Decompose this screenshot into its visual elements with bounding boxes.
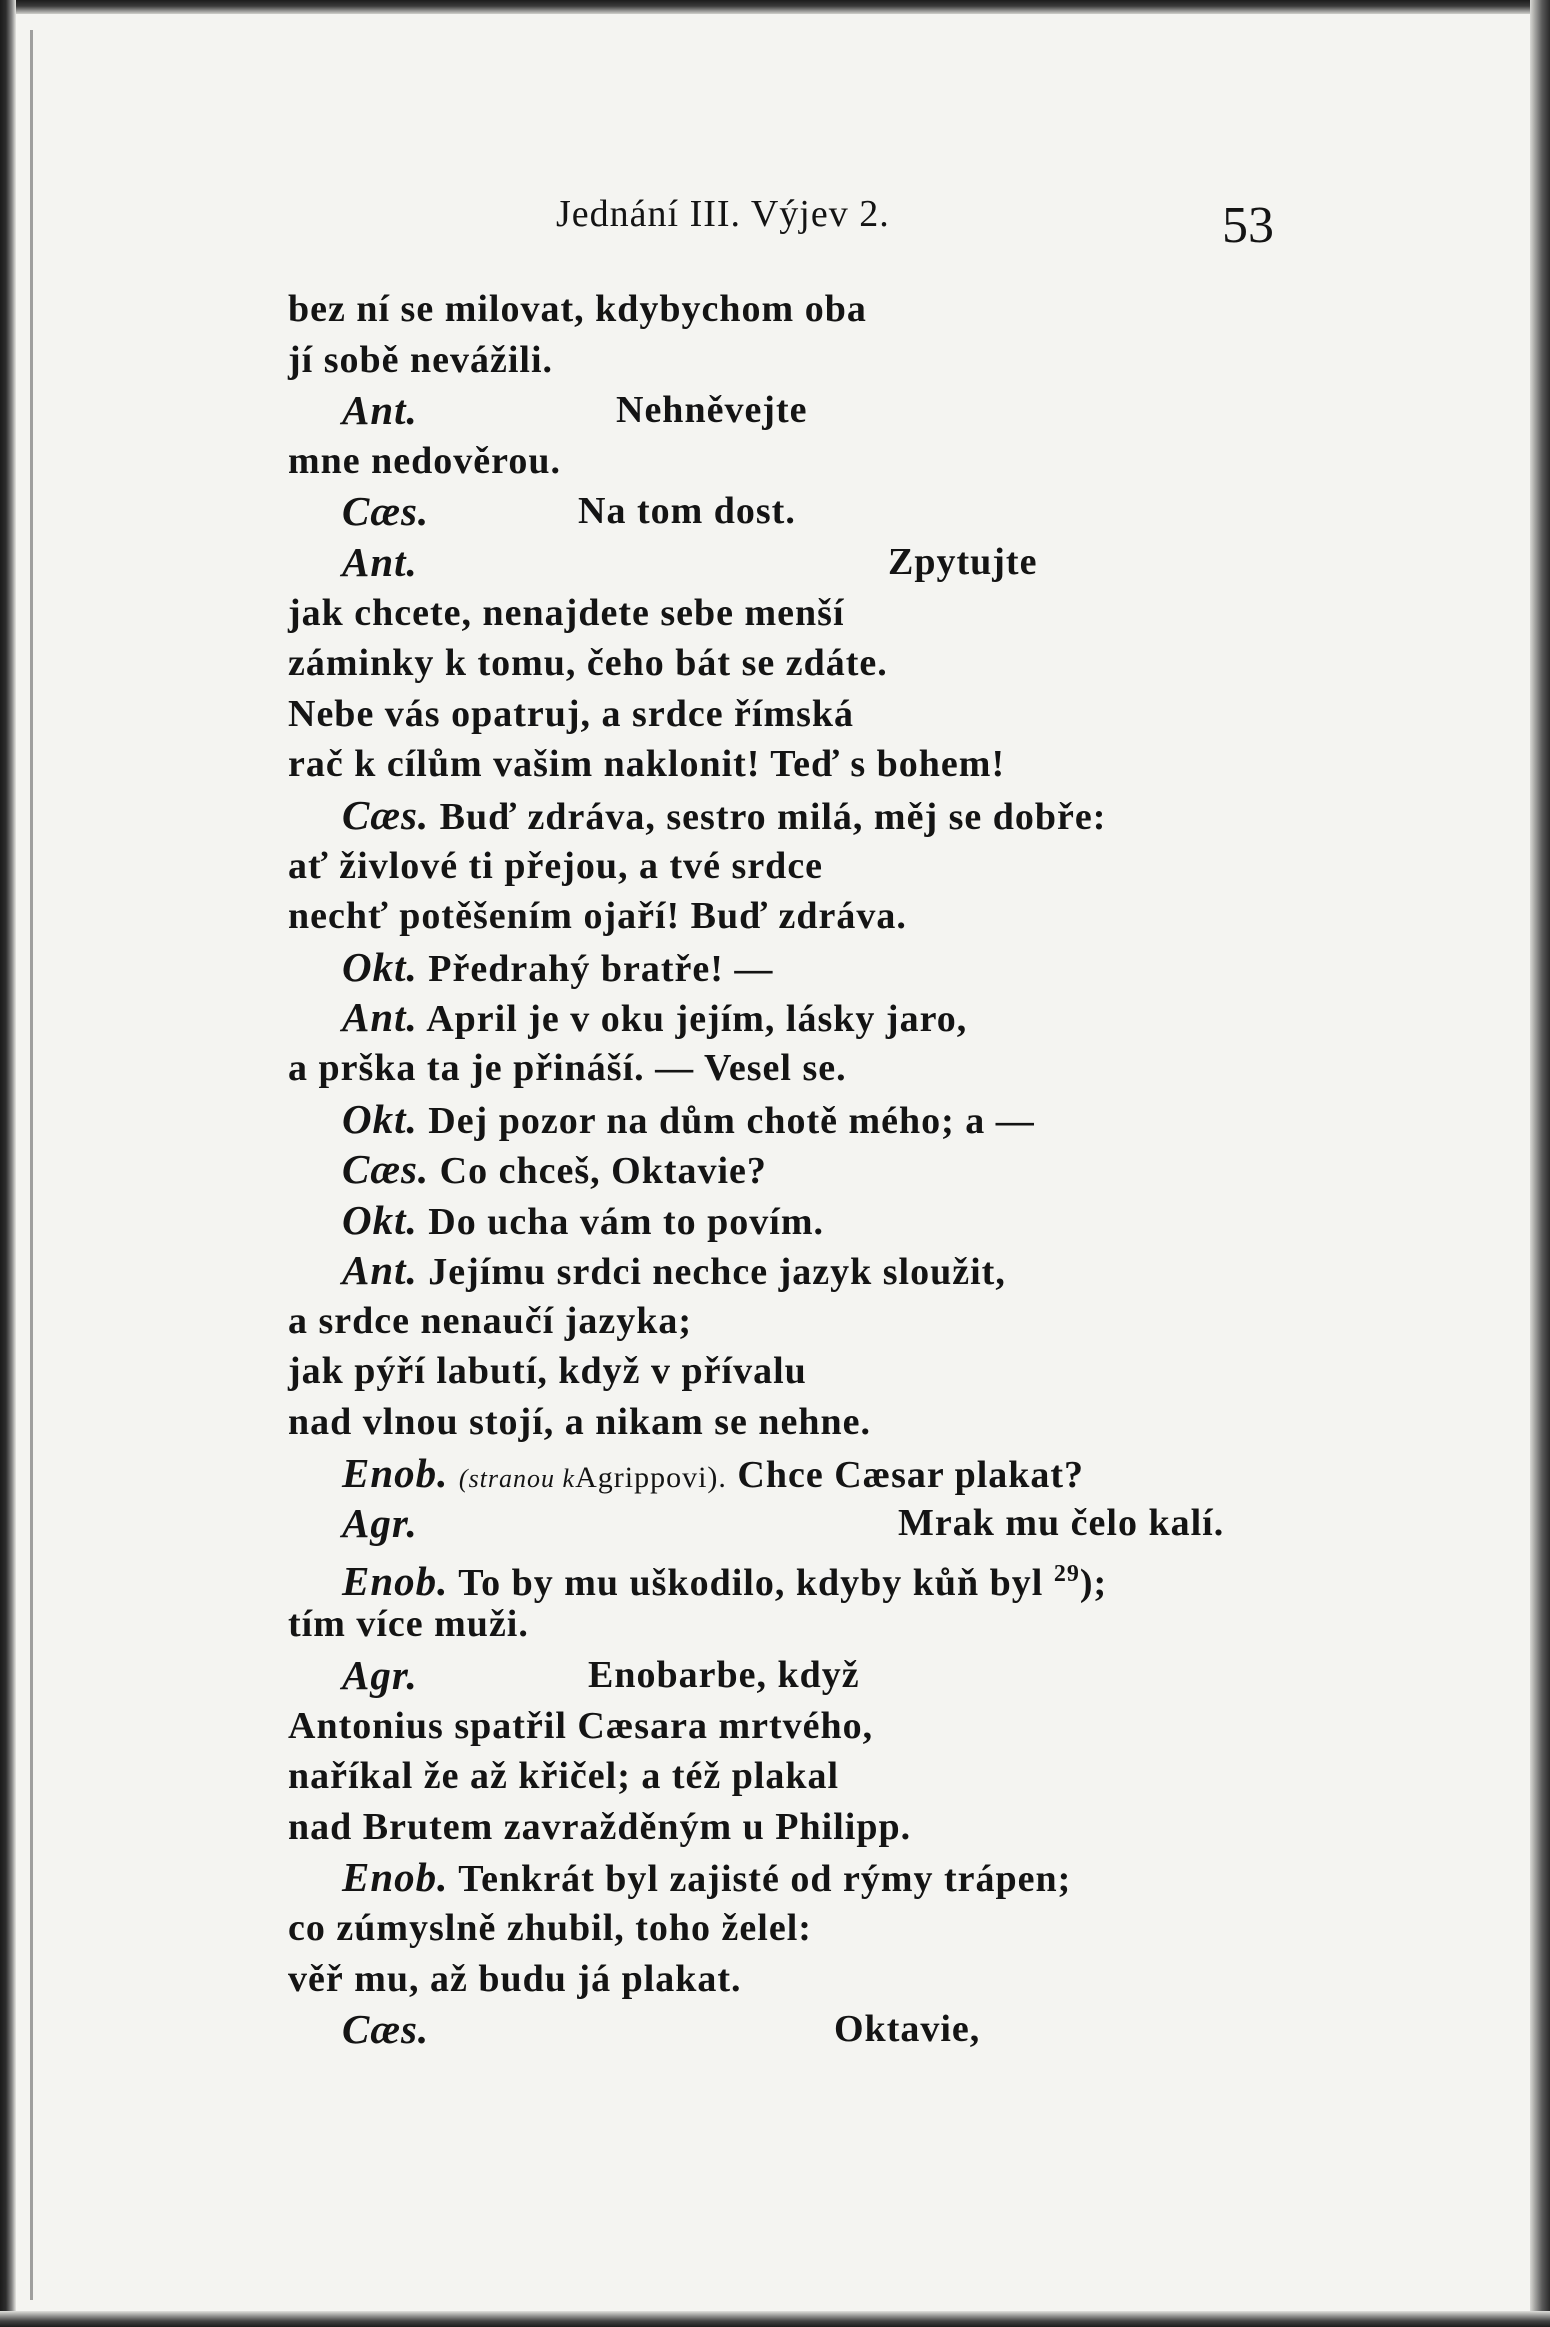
stage-direction: (stranou k (458, 1463, 576, 1493)
text-line: nad Brutem zavražděným u Philipp. (288, 1805, 912, 1848)
speech-line: Enob. To by mu uškodilo, kdyby kůň byl $^{29}$); (342, 1557, 1108, 1604)
book-page (288, 0, 1308, 2327)
speech-line: Ant. Zpytujte (342, 538, 1038, 585)
speaker-name: Agr. (342, 1652, 418, 1699)
speaker-name: Cæs. (342, 488, 430, 535)
text-line: věř mu, až budu já plakat. (288, 1957, 742, 2000)
footnote-reference: 29 (1053, 1560, 1080, 1587)
speech-line: Okt. Do ucha vám to povím. (342, 1196, 824, 1243)
speech-line: Cæs. Buď zdráva, sestro milá, měj se dobře: (342, 791, 1107, 838)
scan-edge-left (0, 0, 16, 2327)
text-line: bez ní se milovat, kdybychom oba (288, 288, 867, 330)
speech-line: Cæs. Co chceš, Oktavie? (342, 1146, 767, 1193)
text-line: nechť potěšením ojaří! Buď zdráva. (288, 895, 907, 938)
stage-direction-name: Agrippovi). (575, 1460, 727, 1494)
speech-line: Enob. Tenkrát byl zajisté od rýmy trápen; (342, 1854, 1072, 1901)
speaker-name: Cæs. (342, 791, 430, 838)
speaker-name: Cæs. (342, 2006, 430, 2053)
text-line: Antonius spatřil Cæsara mrtvého, (288, 1704, 874, 1747)
text-line: a srdce nenaučí jazyka; (288, 1299, 693, 1342)
speech-line: Okt. Dej pozor na dům chotě mého; a — (342, 1095, 1035, 1142)
speaker-name: Enob. (342, 1854, 449, 1901)
speaker-name: Ant. (342, 387, 418, 434)
speaker-name: Ant. (342, 538, 418, 585)
speech-line: Cæs. Oktavie, (342, 2006, 981, 2053)
text-line: rač k cílům vašim naklonit! Teď s bohem! (288, 743, 1006, 786)
speaker-name: Ant. (342, 994, 418, 1041)
speaker-name: Agr. (342, 1500, 418, 1547)
speaker-name: Okt. (342, 1196, 418, 1243)
running-head: Jednání III. Výjev 2. (556, 193, 890, 235)
text-line: záminky k tomu, čeho bát se zdáte. (288, 642, 888, 685)
speech-line: Ant. Nehněvejte (342, 387, 808, 434)
text-line: jí sobě nevážili. (288, 338, 554, 381)
page-number: 53 (1222, 197, 1274, 254)
speech-line: Okt. Předrahý bratře! — (342, 943, 774, 990)
speech-line: Agr. Mrak mu čelo kalí. (342, 1500, 1225, 1547)
speech-line: Enob. (stranou kAgrippovi). Chce Cæsar plakat? (342, 1449, 1085, 1496)
speaker-name: Enob. (342, 1557, 449, 1604)
text-line: nad vlnou stojí, a nikam se nehne. (288, 1401, 872, 1444)
speaker-name: Okt. (342, 943, 418, 990)
speaker-name: Cæs. (342, 1146, 430, 1193)
text-line: ať živlové ti přejou, a tvé srdce (288, 844, 824, 887)
text-line: naříkal že až křičel; a též plakal (288, 1755, 840, 1798)
speech-line: Ant. April je v oku jejím, lásky jaro, (342, 994, 968, 1041)
speaker-name: Okt. (342, 1095, 418, 1142)
speech-line: Cæs. Na tom dost. (342, 488, 796, 535)
text-line: Nebe vás opatruj, a srdce římská (288, 692, 855, 735)
play-text (288, 284, 1298, 2055)
text-line: co zúmyslně zhubil, toho želel: (288, 1907, 812, 1949)
text-line: tím více muži. (288, 1603, 529, 1646)
speech-line: Ant. Jejímu srdci nechce jazyk sloužit, (342, 1247, 1006, 1294)
text-line: a prška ta je přináší. — Vesel se. (288, 1046, 847, 1089)
scan-edge-right (1530, 0, 1550, 2327)
speaker-name: Ant. (342, 1247, 418, 1294)
text-line: mne nedověrou. (288, 439, 561, 482)
text-line: jak chcete, nenajdete sebe menší (288, 591, 845, 634)
speaker-name: Enob. (342, 1449, 449, 1496)
text-line: jak pýří labutí, když v přívalu (288, 1350, 807, 1393)
speech-line: Agr. Enobarbe, když (342, 1652, 860, 1699)
book-gutter (30, 30, 33, 2300)
